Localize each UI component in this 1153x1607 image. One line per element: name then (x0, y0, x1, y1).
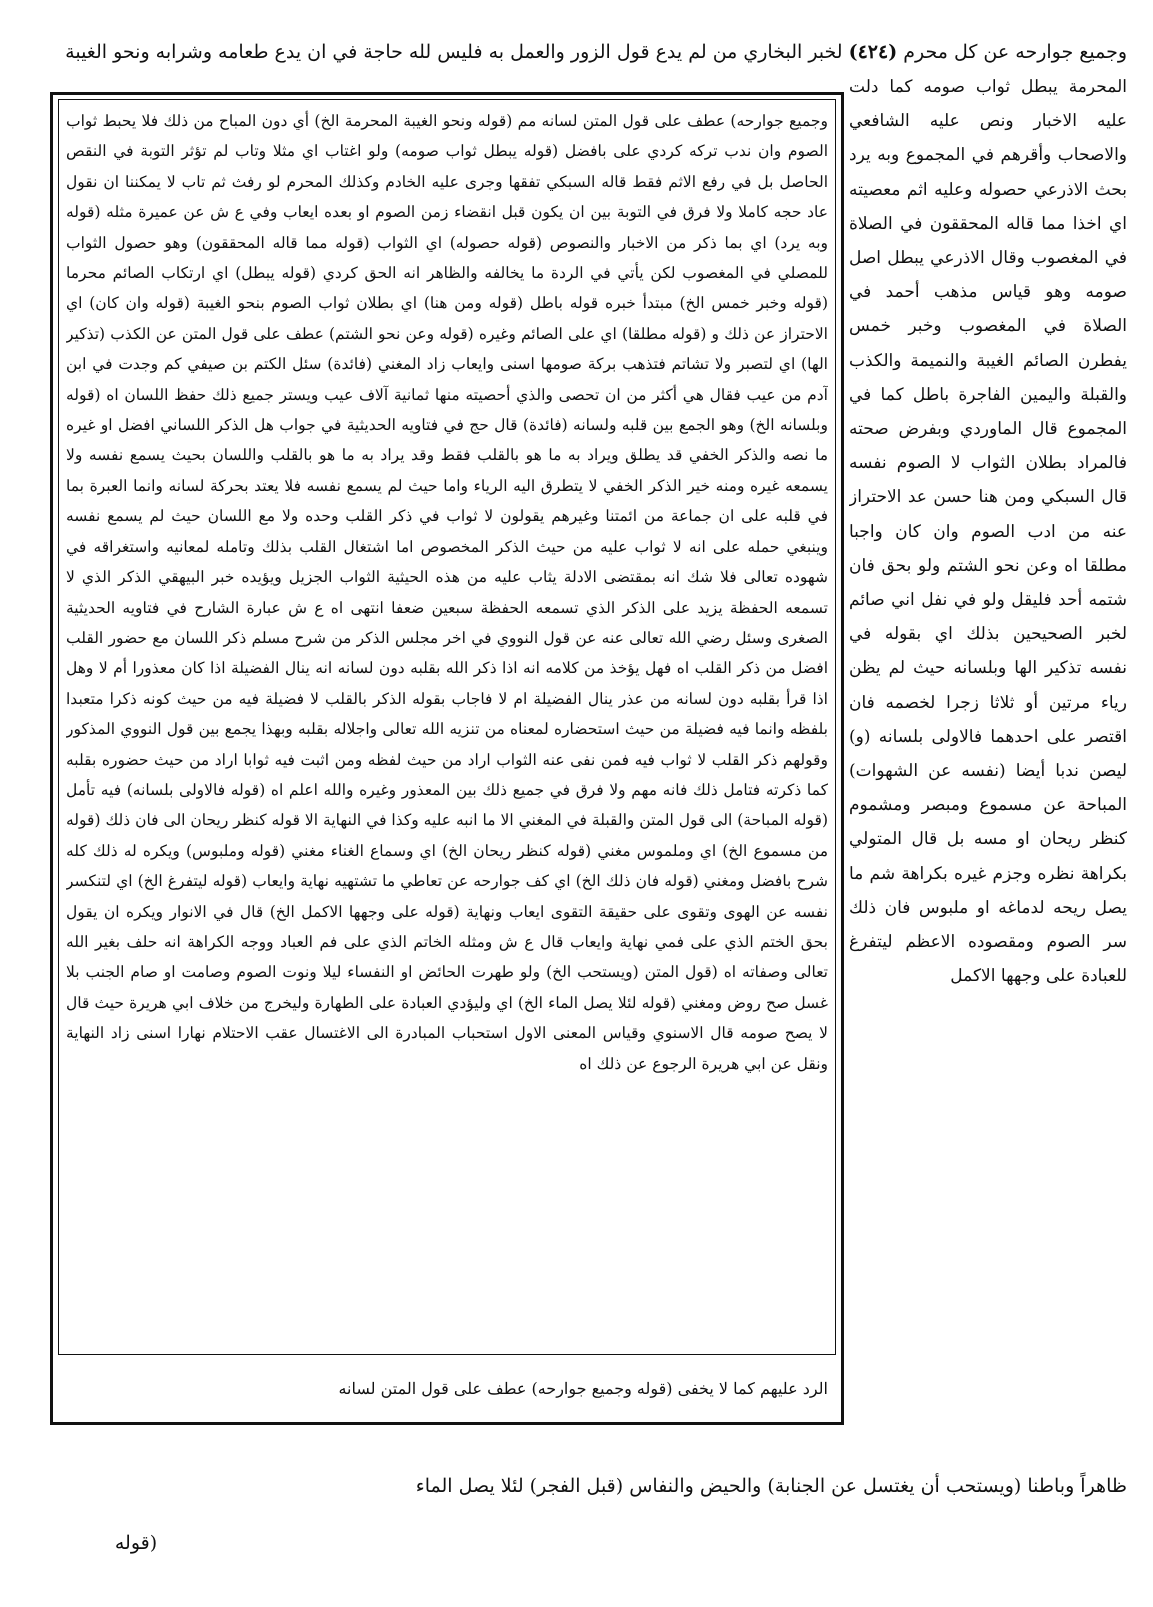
commentary-footnote: الرد عليهم كما لا يخفى (قوله وجميع جوارحه) عطف على قول المتن لسانه (338, 1379, 828, 1398)
page-number: (٤٢٤) (848, 41, 898, 63)
running-header (40, 34, 1127, 70)
commentary-column (66, 106, 828, 1351)
main-text-column (849, 70, 1127, 1452)
header-right-text: وجميع جوارحه عن كل محرم (903, 41, 1127, 63)
header-left-text: لخبر البخاري من لم يدع قول الزور والعمل به فليس لله حاجة في ان يدع طعامه وشرابه ونحو الغيبة (65, 41, 843, 63)
main-text-body: المحرمة يبطل ثواب صومه كما دلت عليه الاخبار ونص عليه الشافعي والاصحاب وأقرهم في المجموع وبه يرد بحث الاذرعي حصوله وعليه اثم معصيته اي اخذا مما قاله المحققون في الصلاة في المغصوب وقال الاذرعي يبطل اصل صومه وهو قياس مذهب أحمد في الصلاة في المغصوب وخبر خمس يفطرن الصائم الغيبة والنميمة والكذب والقبلة واليمين الفاجرة باطل كما في المجموع قال الماوردي وبفرض صحته فالمراد بطلان الثواب لا الصوم نفسه قال السبكي ومن هنا حسن عد الاحتراز عنه من ادب الصوم وان كان واجبا مطلقا اه وعن نحو الشتم ولو بحق فان شتمه أحد فليقل ولو في نفل اني صائم لخبر الصحيحين بذلك اي بقوله في نفسه تذكير الها وبلسانه حيث لم يظن رياء مرتين أو ثلاثا زجرا لخصمه فان اقتصر على احدهما فالاولى بلسانه (و) ليصن ندبا أيضا (نفسه عن الشهوات) المباحة عن مسموع ومبصر ومشموم كنظر ريحان او مسه بل قال المتولي بكراهة نظره وجزم غيره بكراهة شم ما يصل ريحه لدماغه او ملبوس فان ذلك سر الصوم ومقصوده الاعظم ليتفرغ للعبادة على وجهها الاكمل (849, 77, 1127, 987)
catchword: (قوله (114, 1532, 158, 1554)
commentary-body: وجميع جوارحه) عطف على قول المتن لسانه مم (قوله ونحو الغيبة المحرمة الخ) أي دون المباح من ذلك فلا يحبط ثواب الصوم وان ندب تركه كردي على بافضل (قوله يبطل ثواب صومه) ولو اغتاب اي مثلا وتاب لم تؤثر التوبة في النقص الحاصل بل في رفع الاثم فقط قاله السبكي تفقها وجرى عليه الخادم وكذلك المحرم لو رفث ثم تاب لا يمكننا ان نقول عاد حجه كاملا ولا فرق في التوبة بين ان يكون قبل انقضاء زمن الصوم او بعده ايعاب وفي ع ش عن عميرة مثله (قوله وبه يرد) اي بما ذكر من الاخبار والنصوص (قوله حصوله) اي الثواب (قوله مما قاله المحققون) وهو حصول الثواب للمصلي في المغصوب لكن يأتي في الردة ما يخالفه والظاهر انه الحق كردي (قوله يبطل) اي ارتكاب الصائم محرما (قوله وخبر خمس الخ) مبتدأ خبره قوله باطل (قوله ومن هنا) اي بطلان ثواب الصوم بنحو الغيبة (قوله وان كان) اي الاحتراز عن ذلك و (قوله مطلقا) اي على الصائم وغيره (قوله وعن نحو الشتم) عطف على قول المتن عن الكذب (تذكير الها) اي لتصبر ولا تشاتم فتذهب بركة صومها اسنى وايعاب زاد المغني (فائدة) سئل الكتم بن صيفي كم وجدت في ابن آدم من عيب فقال هي أكثر من ان تحصى والذي أحصيته منها ثمانية آلاف عيب ويستر جميع ذلك حفظ اللسان اه (قوله وبلسانه الخ) وهو الجمع بين قلبه ولسانه (فائدة) قال حج في فتاويه الحديثية في جواب هل الذكر اللساني افضل او غيره ما نصه والذكر الخفي قد يطلق ويراد به ما هو بالقلب فقط وقد يراد به ما هو بالقلب واللسان بحيث يسمع نفسه ولا يسمعه غيره ومنه خير الذكر الخفي لا يتطرق اليه الرياء واما حيث لم يسمع نفسه فلا يعتد بحركة لسانه وانما العبرة بما في قلبه على ان جماعة من ائمتنا وغيرهم يقولون لا ثواب في ذكر القلب وحده ولا مع اللسان حيث لم يسمع نفسه وينبغي حمله على انه لا ثواب عليه من حيث الذكر المخصوص اما اشتغال القلب بذلك وتامله لمعانيه واستغراقه في شهوده تعالى فلا شك انه بمقتضى الادلة يثاب عليه من هذه الحيثية الثواب الجزيل ويؤيده خبر البيهقي الذكر الذي لا تسمعه الحفظة يزيد على الذكر الذي تسمعه الحفظة سبعين ضعفا انتهى اه ع ش عبارة الشارح في فتاويه الحديثية الصغرى وسئل رضي الله تعالى عنه عن قول النووي في اخر مجلس الذكر من شرح مسلم ذكر اللسان مع حضور القلب افضل من ذكر القلب اه فهل يؤخذ من كلامه انه اذا ذكر الله بقلبه دون لسانه انه ينال الفضيلة اذا كان معذورا أم لا وهل اذا قرأ بقلبه دون لسانه من عذر ينال الفضيلة ام لا فاجاب بقوله الذكر بالقلب لا فضيلة فيه من حيث كونه ذكرا متعبدا بلفظه وانما فيه فضيلة من حيث استحضاره لمعناه من تنزيه الله تعالى واجلاله بقلبه وبهذا يجمع بين قول النووي المذكور وقولهم ذكر القلب لا ثواب فيه فمن نفى عنه الثواب اراد من حيث لفظه ومن اثبت فيه ثوابا اراد من حيث حضوره بقلبه كما ذكرته فتامل ذلك فانه مهم ولا فرق في جميع ذلك بين المعذور وغيره والله اعلم اه (قوله فالاولى بلسانه) فيه تأمل (قوله المباحة) الى قول المتن والقبلة في المغني الا ما انبه عليه وكذا في النهاية الا قوله كنظر ريحان الى فان ذلك (قوله من مسموع الخ) اي وملموس مغني (قوله كنظر ريحان الخ) اي وسماع الغناء مغني (قوله وملبوس) ويكره له ذلك كله شرح بافضل ومغني (قوله فان ذلك الخ) اي كف جوارحه عن تعاطي ما تشتهيه نهاية وايعاب (قوله ليتفرغ الخ) اي لتنكسر نفسه عن الهوى وتقوى على حقيقة التقوى ايعاب ونهاية (قوله على وجهها الاكمل الخ) قال في الانوار ويكره ان يقول بحق الختم الذي على فمي نهاية وايعاب قال ع ش ومثله الخاتم الذي على فم العباد ووجه الكراهة انه حلف بغير الله تعالى وصفاته اه (قول المتن (ويستحب الخ) ولو طهرت الحائض او النفساء ليلا ونوت الصوم وصامت او صام الجنب بلا غسل صح روض ومغني (قوله لئلا يصل الماء الخ) اي وليؤدي العبادة على الطهارة وليخرج من خلاف ابي هريرة حيث قال لا يصح صومه قال الاسنوي وقياس المعنى الاول استحباب المبادرة الى الاغتسال عقب الاحتلام نهارا اسنى زاد النهاية ونقل عن ابي هريرة الرجوع عن ذلك اه (66, 112, 828, 1073)
bottom-main-text-line: ظاهراً وباطنا (ويستحب أن يغتسل عن الجنابة) والحيض والنفاس (قبل الفجر) لئلا يصل الماء (415, 1475, 1127, 1497)
